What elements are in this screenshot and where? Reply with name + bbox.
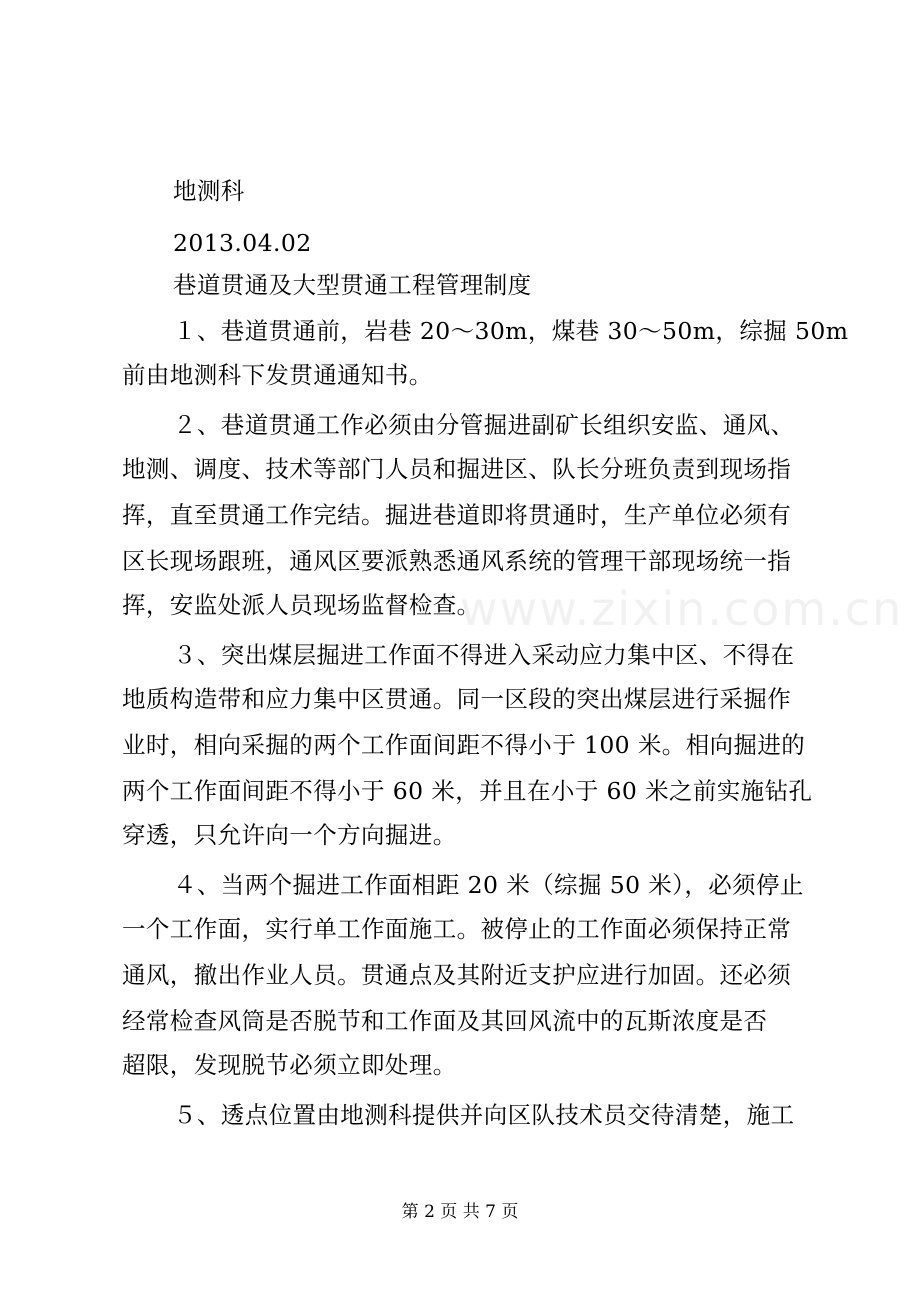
paragraph-line: ４、当两个掘进工作面相距 20 米（综掘 50 米），必须停止 bbox=[173, 871, 804, 899]
paragraph-line: 一个工作面，实行单工作面施工。被停止的工作面必须保持正常 bbox=[122, 915, 792, 943]
paragraph-line: 挥，安监处派人员现场监督检查。 bbox=[122, 591, 481, 619]
paragraph-line: 超限，发现脱节必须立即处理。 bbox=[122, 1051, 457, 1079]
paragraph-line: 穿透，只允许向一个方向掘进。 bbox=[122, 821, 457, 849]
paragraph-line: ３、突出煤层掘进工作面不得进入采动应力集中区、不得在 bbox=[173, 641, 795, 669]
paragraph-line: １、巷道贯通前，岩巷 20～30m，煤巷 30～50m，综掘 50m bbox=[173, 317, 849, 345]
document-title: 巷道贯通及大型贯通工程管理制度 bbox=[173, 271, 532, 299]
paragraph-line: ５、透点位置由地测科提供并向区队技术员交待清楚，施工 bbox=[173, 1101, 795, 1129]
paragraph-line: 经常检查风筒是否脱节和工作面及其回风流中的瓦斯浓度是否 bbox=[122, 1007, 768, 1035]
watermark: www.zixin.com.cn bbox=[460, 582, 904, 636]
paragraph-line: 业时，相向采掘的两个工作面间距不得小于 100 米。相向掘进的 bbox=[122, 731, 806, 759]
paragraph-line: 通风，撤出作业人员。贯通点及其附近支护应进行加固。还必须 bbox=[122, 961, 792, 989]
paragraph-line: 区长现场跟班，通风区要派熟悉通风系统的管理干部现场统一指 bbox=[122, 547, 792, 575]
page-footer: 第 2 页 共 7 页 bbox=[401, 1202, 519, 1222]
paragraph-line: 前由地测科下发贯通通知书。 bbox=[122, 361, 433, 389]
paragraph-line: ２、巷道贯通工作必须由分管掘进副矿长组织安监、通风、 bbox=[173, 411, 795, 439]
date-line: 2013.04.02 bbox=[173, 229, 312, 257]
paragraph-line: 地测、调度、技术等部门人员和掘进区、队长分班负责到现场指 bbox=[122, 455, 792, 483]
paragraph-line: 挥，直至贯通工作完结。掘进巷道即将贯通时，生产单位必须有 bbox=[122, 501, 792, 529]
department-line: 地测科 bbox=[173, 177, 245, 205]
paragraph-line: 两个工作面间距不得小于 60 米，并且在小于 60 米之前实施钻孔 bbox=[122, 777, 813, 805]
paragraph-line: 地质构造带和应力集中区贯通。同一区段的突出煤层进行采掘作 bbox=[122, 685, 792, 713]
